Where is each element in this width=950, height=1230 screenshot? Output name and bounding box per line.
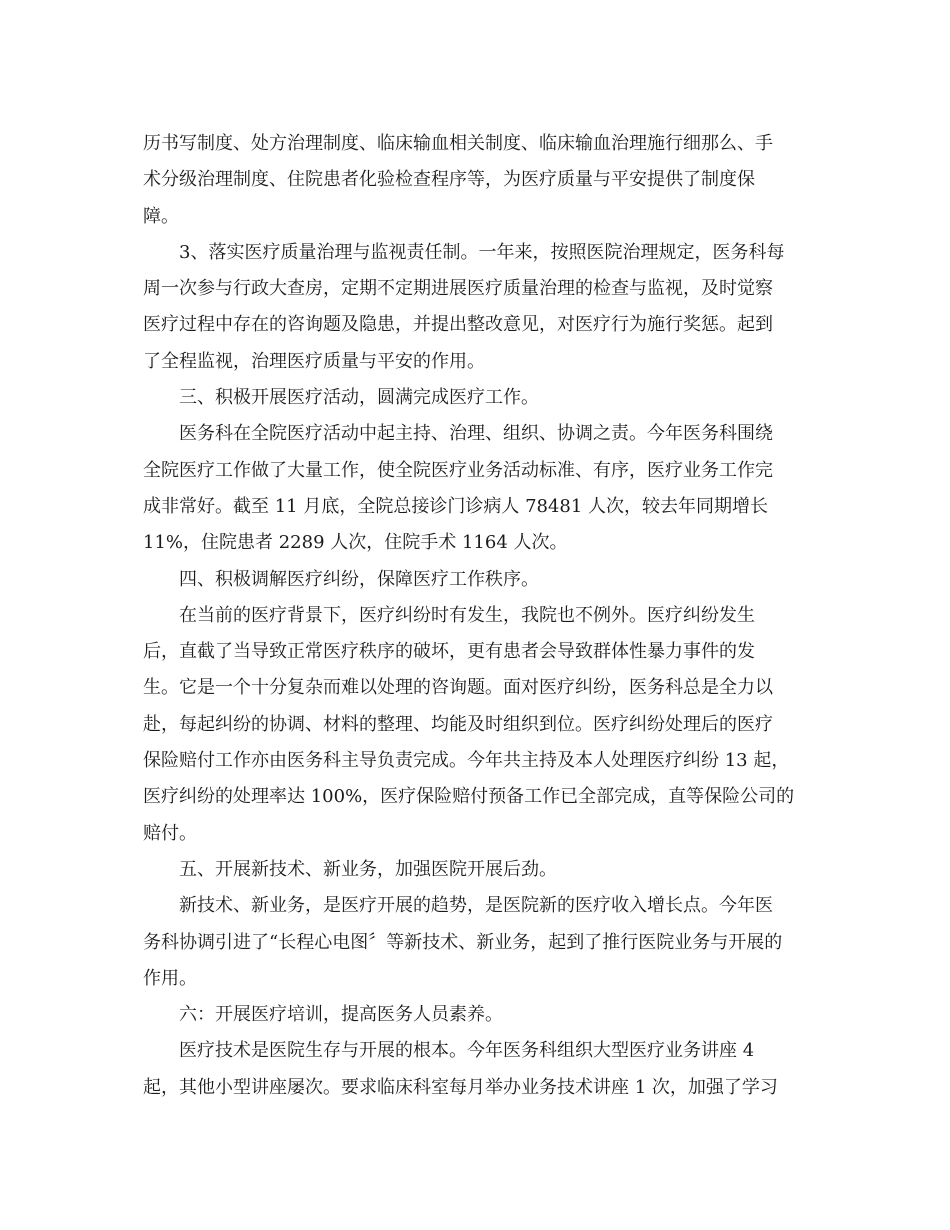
- text-line: 新技术、新业务，是医疗开展的趋势，是医院新的医疗收入增长点。今年医: [179, 895, 773, 917]
- document-body: [143, 126, 811, 1106]
- text-line: 后，直截了当导致正常医疗秩序的破坏，更有患者会导致群体性暴力事件的发: [143, 641, 755, 663]
- text-line: 六：开展医疗培训，提高医务人员素养。: [179, 1004, 503, 1026]
- text-line: 11%，住院患者 2289 人次，住院手术 1164 人次。: [143, 532, 568, 554]
- text-line: 了全程监视，治理医疗质量与平安的作用。: [143, 350, 485, 372]
- text-line: 术分级治理制度、住院患者化验检查程序等，为医疗质量与平安提供了制度保: [143, 169, 755, 191]
- text-line: 医务科在全院医疗活动中起主持、治理、组织、协调之责。今年医务科围绕: [179, 423, 773, 445]
- text-line: 起，其他小型讲座屡次。要求临床科室每月举办业务技术讲座 1 次，加强了学习: [143, 1076, 778, 1098]
- text-line: 障。: [143, 205, 179, 227]
- text-line: 周一次参与行政大查房，定期不定期进展医疗质量治理的检查与监视，及时觉察: [143, 278, 773, 300]
- text-line: 医疗纠纷的处理率达 100%，医疗保险赔付预备工作已全部完成，直等保险公司的: [143, 786, 795, 808]
- text-line: 四、积极调解医疗纠纷，保障医疗工作秩序。: [179, 568, 539, 590]
- text-line: 三、积极开展医疗活动，圆满完成医疗工作。: [179, 387, 539, 409]
- text-line: 赴，每起纠纷的协调、材料的整理、均能及时组织到位。医疗纠纷处理后的医疗: [143, 713, 773, 735]
- text-line: 历书写制度、处方治理制度、临床输血相关制度、临床输血治理施行细那么、手: [143, 133, 773, 154]
- text-line: 五、开展新技术、新业务，加强医院开展后劲。: [179, 858, 557, 880]
- text-line: 在当前的医疗背景下，医疗纠纷时有发生，我院也不例外。医疗纠纷发生: [179, 604, 755, 626]
- text-line: 赔付。: [143, 822, 197, 844]
- text-line: 作用。: [143, 967, 197, 989]
- text-line: 3、落实医疗质量治理与监视责任制。一年来，按照医院治理规定，医务科每: [179, 241, 785, 263]
- text-line: 保险赔付工作亦由医务科主导负责完成。今年共主持及本人处理医疗纠纷 13 起，: [143, 750, 790, 772]
- text-line: 成非常好。截至 11 月底，全院总接诊门诊病人 78481 人次，较去年同期增长: [143, 495, 769, 517]
- text-line: 医疗过程中存在的咨询题及隐患，并提出整改意见，对医疗行为施行奖惩。起到: [143, 314, 773, 336]
- text-line: 医疗技术是医院生存与开展的根本。今年医务科组织大型医疗业务讲座 4: [179, 1040, 755, 1062]
- text-line: 务科协调引进了“长程心电图〞等新技术、新业务，起到了推行医院业务与开展的: [143, 931, 783, 953]
- text-line: 全院医疗工作做了大量工作，使全院医疗业务活动标准、有序，医疗业务工作完: [143, 459, 773, 481]
- text-line: 生。它是一个十分复杂而难以处理的咨询题。面对医疗纠纷，医务科总是全力以: [143, 677, 773, 699]
